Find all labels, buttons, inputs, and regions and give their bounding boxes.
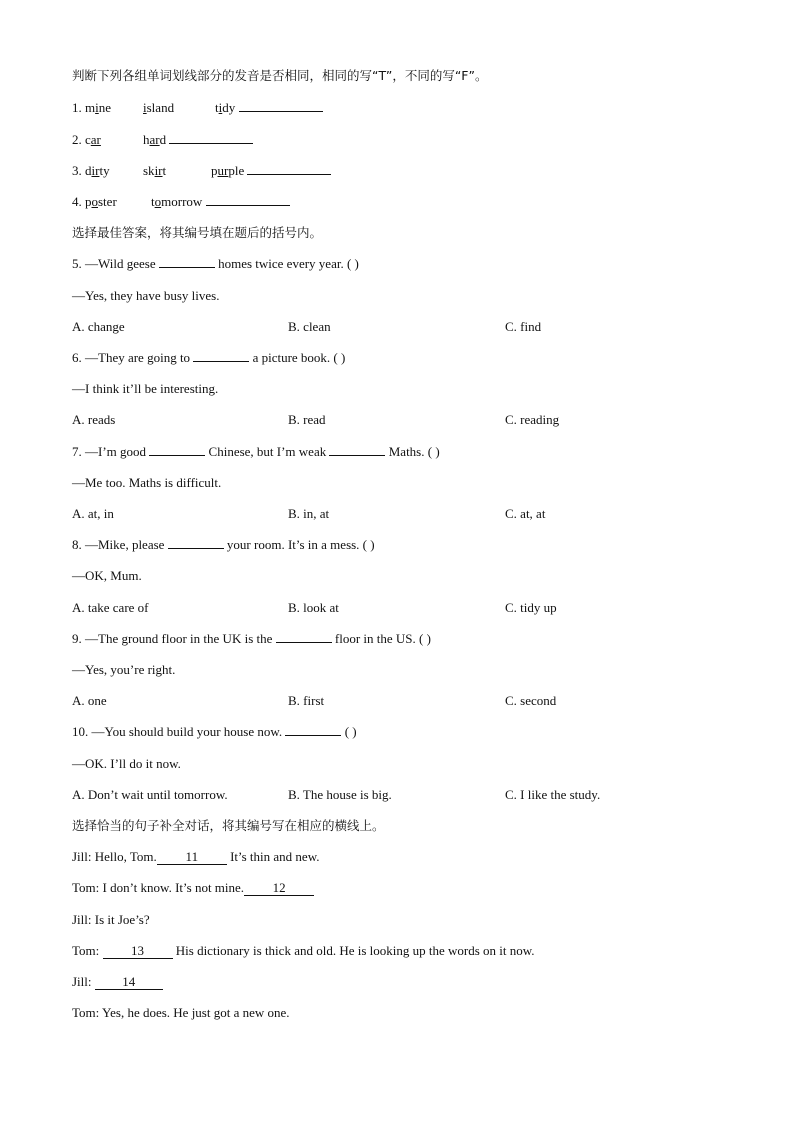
item-number: 3. bbox=[72, 163, 82, 178]
option-a[interactable]: A. at, in bbox=[72, 506, 114, 521]
item-number: 2. bbox=[72, 132, 82, 147]
word: poster bbox=[85, 194, 117, 209]
section2-instruction: 选择最佳答案，将其编号填在题后的括号内。 bbox=[72, 225, 323, 240]
word: tidy bbox=[215, 100, 236, 115]
word: purple bbox=[211, 163, 245, 178]
answer-blank[interactable] bbox=[149, 443, 205, 456]
question-6: 6. —They are going to a picture book. ( ) bbox=[72, 350, 346, 365]
pronunciation-item-4 bbox=[72, 193, 290, 211]
question-7: 7. —I’m good Chinese, but I’m weak Maths. ( ) bbox=[72, 444, 440, 459]
option-b[interactable]: B. first bbox=[288, 693, 325, 708]
option-c[interactable]: C. tidy up bbox=[505, 600, 557, 615]
word: dirty bbox=[85, 163, 110, 178]
answer-blank[interactable]: 12 bbox=[244, 881, 314, 896]
option-c[interactable]: C. at, at bbox=[505, 506, 546, 521]
option-c[interactable]: C. find bbox=[505, 319, 542, 334]
section3-instruction: 选择恰当的句子补全对话，将其编号写在相应的横线上。 bbox=[72, 818, 385, 833]
answer-blank[interactable] bbox=[276, 630, 332, 643]
option-a[interactable]: A. change bbox=[72, 319, 125, 334]
question-5-reply: —Yes, they have busy lives. bbox=[72, 288, 220, 303]
answer-blank[interactable] bbox=[168, 536, 224, 549]
answer-blank[interactable] bbox=[169, 131, 253, 144]
answer-blank[interactable] bbox=[193, 349, 249, 362]
question-10-reply: —OK. I’ll do it now. bbox=[72, 756, 181, 771]
answer-blank[interactable] bbox=[285, 723, 341, 736]
option-b[interactable]: B. clean bbox=[288, 319, 331, 334]
answer-blank[interactable] bbox=[159, 255, 215, 268]
option-a[interactable]: A. reads bbox=[72, 412, 116, 427]
question-7-reply: —Me too. Maths is difficult. bbox=[72, 475, 222, 490]
pronunciation-item-1 bbox=[72, 99, 323, 117]
answer-blank[interactable] bbox=[206, 193, 290, 206]
answer-blank[interactable] bbox=[329, 443, 385, 456]
option-c[interactable]: C. I like the study. bbox=[505, 787, 601, 802]
section1-instruction: 判断下列各组单词划线部分的发音是否相同，相同的写“T”，不同的写“F”。 bbox=[72, 68, 488, 83]
option-c[interactable]: C. second bbox=[505, 693, 557, 708]
word: island bbox=[143, 100, 175, 115]
answer-blank[interactable]: 11 bbox=[157, 850, 227, 865]
question-9-reply: —Yes, you’re right. bbox=[72, 662, 176, 677]
answer-blank[interactable] bbox=[239, 99, 323, 112]
option-a[interactable]: A. Don’t wait until tomorrow. bbox=[72, 787, 228, 802]
question-10: 10. —You should build your house now. ( ) bbox=[72, 724, 357, 739]
word: tomorrow bbox=[151, 194, 203, 209]
dialogue-line: Jill: Is it Joe’s? bbox=[72, 912, 150, 927]
dialogue-line: Tom: I don’t know. It’s not mine. 12 bbox=[72, 879, 314, 897]
pronunciation-item-3 bbox=[72, 162, 331, 180]
item-number: 4. bbox=[72, 194, 82, 209]
answer-blank[interactable]: 14 bbox=[95, 975, 163, 990]
dialogue-line: Jill: 14 bbox=[72, 973, 163, 991]
question-5: 5. —Wild geese homes twice every year. ( ) bbox=[72, 256, 359, 271]
option-a[interactable]: A. take care of bbox=[72, 600, 149, 615]
dialogue-line: Tom: 13 His dictionary is thick and old. He is looking up the words on it now. bbox=[72, 943, 535, 958]
word: mine bbox=[85, 100, 112, 115]
option-b[interactable]: B. The house is big. bbox=[288, 787, 392, 802]
question-8: 8. —Mike, please your room. It’s in a mess. ( ) bbox=[72, 537, 375, 552]
word: car bbox=[85, 132, 101, 147]
question-8-reply: —OK, Mum. bbox=[72, 568, 142, 583]
option-b[interactable]: B. in, at bbox=[288, 506, 330, 521]
option-a[interactable]: A. one bbox=[72, 693, 107, 708]
question-6-reply: —I think it’ll be interesting. bbox=[72, 381, 219, 396]
word: skirt bbox=[143, 163, 167, 178]
question-9: 9. —The ground floor in the UK is the floor in the US. ( ) bbox=[72, 631, 431, 646]
pronunciation-item-2 bbox=[72, 131, 253, 149]
answer-blank[interactable] bbox=[247, 162, 331, 175]
word: hard bbox=[143, 132, 167, 147]
option-b[interactable]: B. read bbox=[288, 412, 326, 427]
dialogue-line: Tom: Yes, he does. He just got a new one. bbox=[72, 1005, 290, 1020]
item-number: 1. bbox=[72, 100, 82, 115]
option-c[interactable]: C. reading bbox=[505, 412, 560, 427]
dialogue-line: Jill: Hello, Tom. 11 It’s thin and new. bbox=[72, 849, 320, 864]
option-b[interactable]: B. look at bbox=[288, 600, 339, 615]
answer-blank[interactable]: 13 bbox=[103, 944, 173, 959]
